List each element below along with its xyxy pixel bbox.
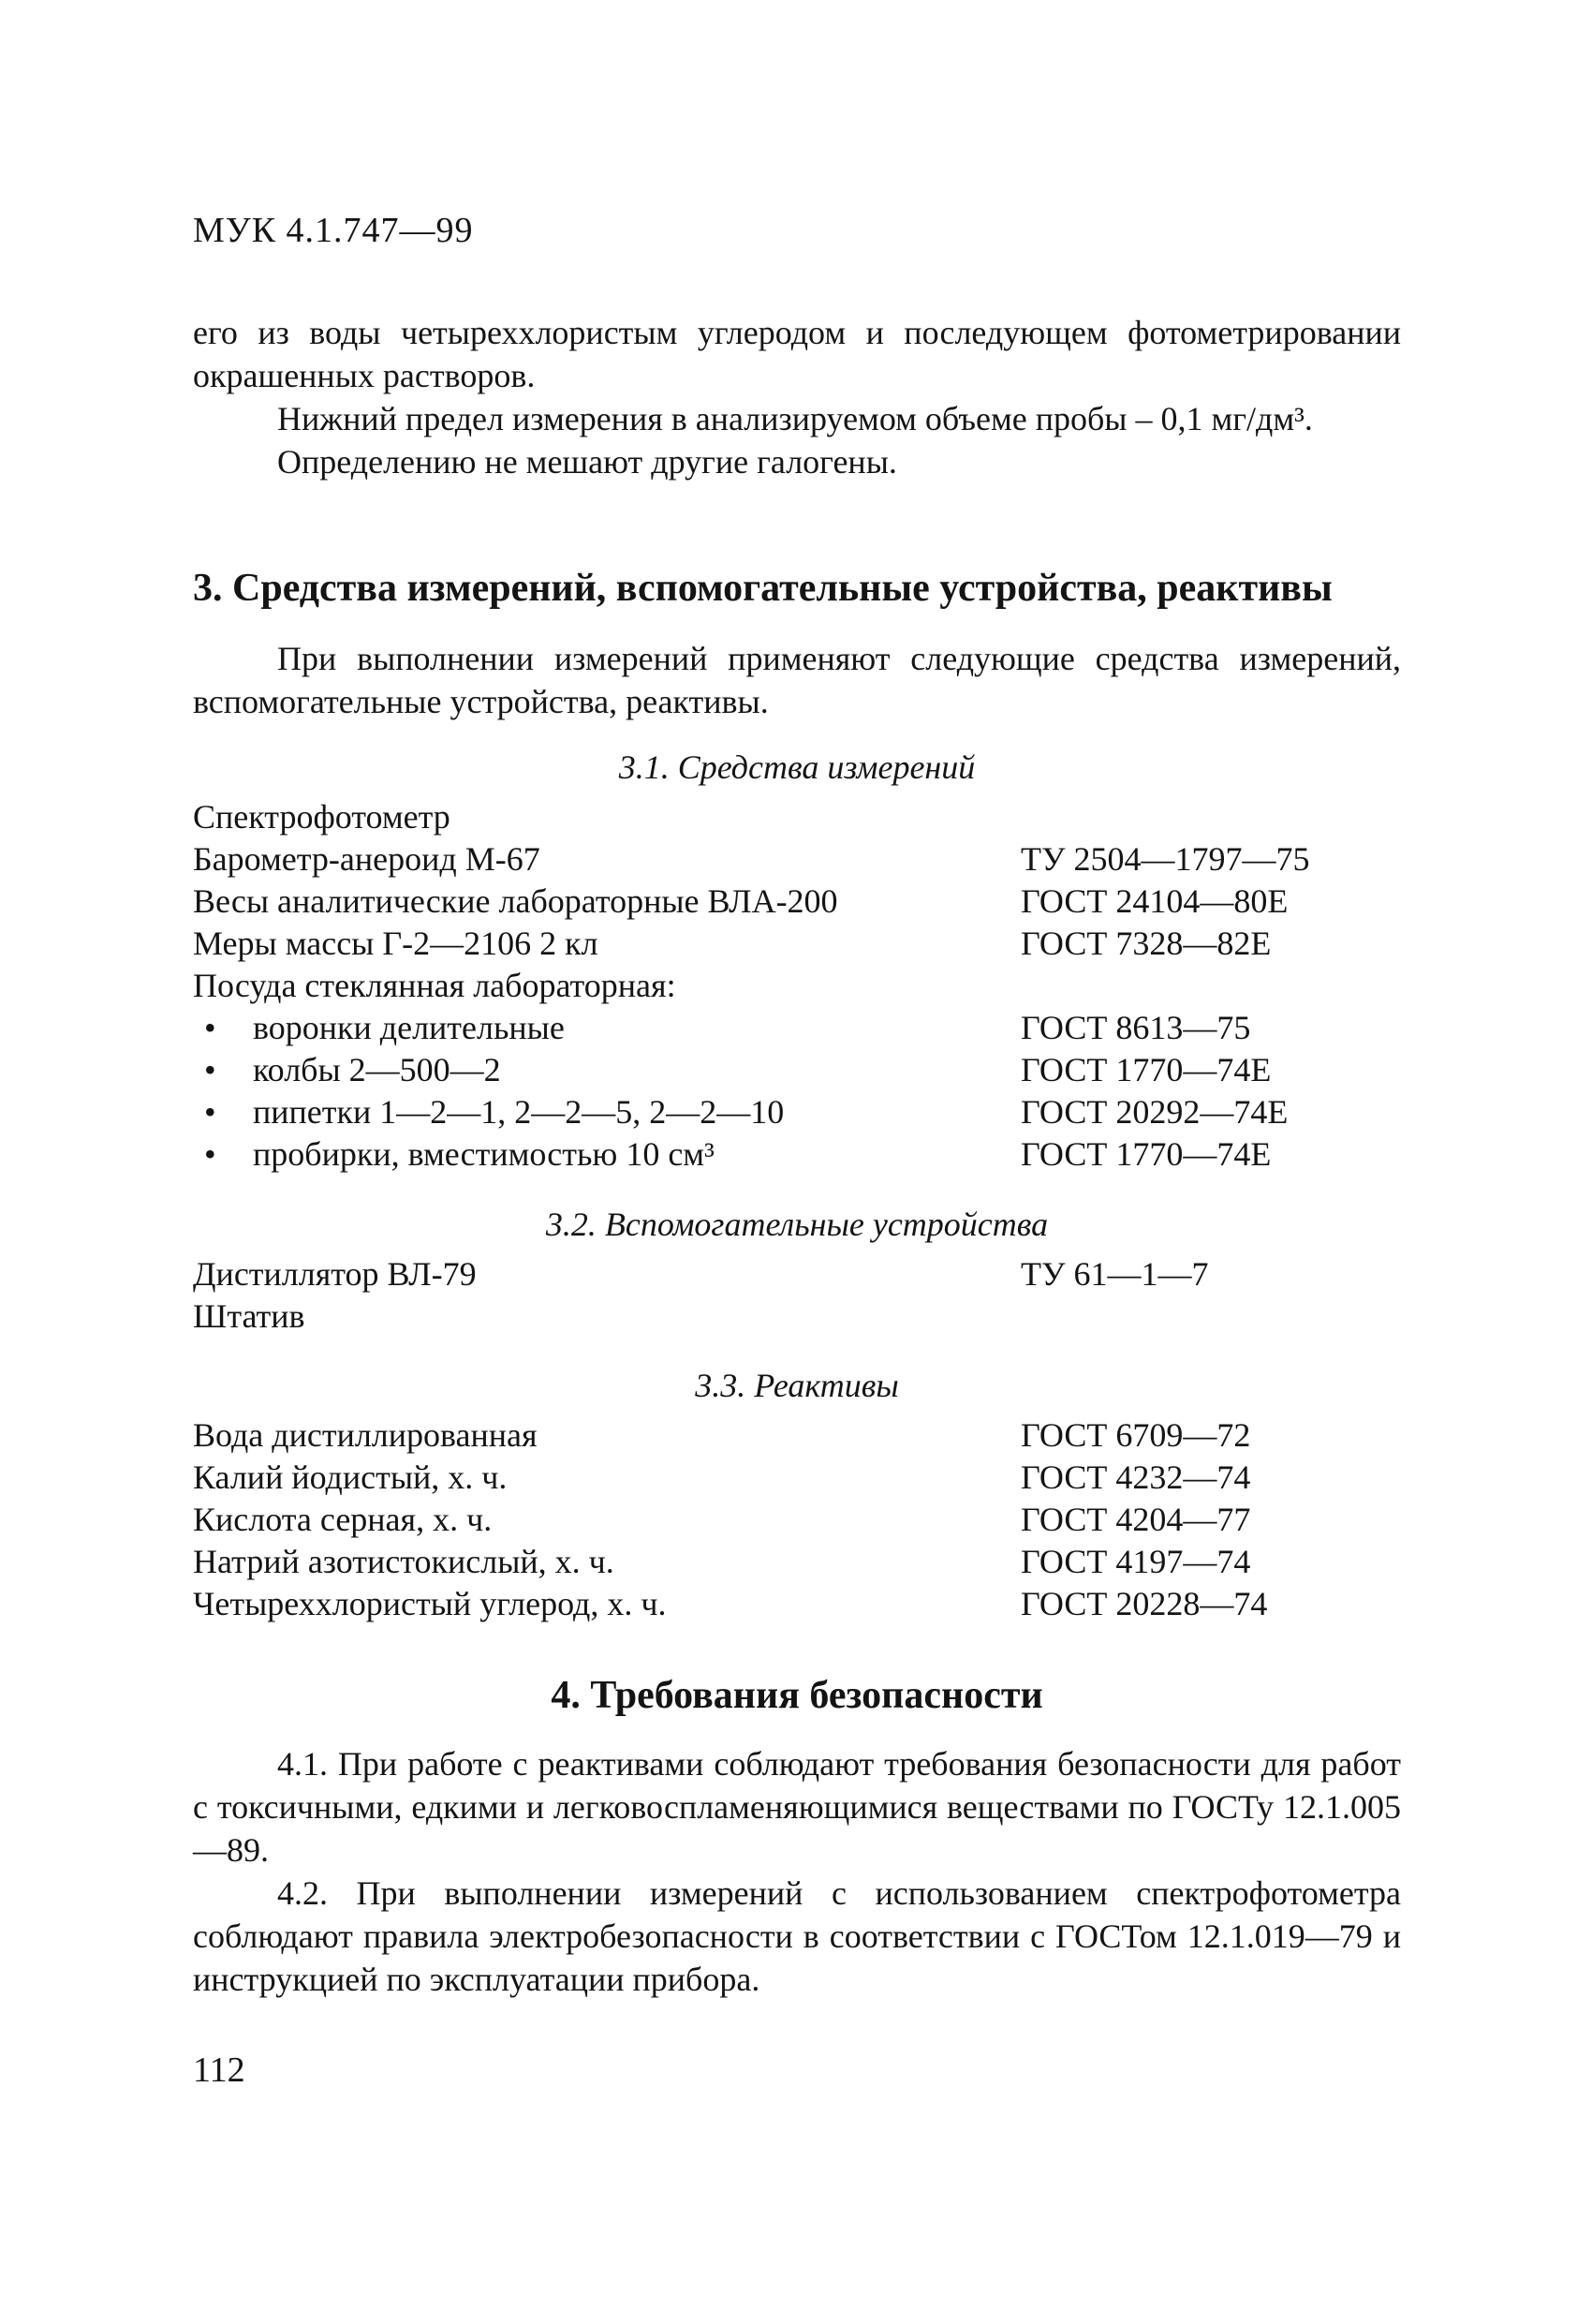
- list-item: [193, 796, 1410, 838]
- item-name: Барометр-анероид М-67: [193, 840, 540, 878]
- item-name: Калий йодистый, х. ч.: [193, 1458, 508, 1496]
- bullet-icon: •: [204, 1051, 216, 1088]
- item-name: Кислота серная, х. ч.: [193, 1501, 493, 1538]
- list-item: [193, 1007, 1410, 1049]
- intro-paragraph-1: его из воды четыреххлористым углеродом и последующем фотометрировании окрашенных растворов.: [193, 314, 1401, 394]
- item-standard: ТУ 2504—1797—75: [1021, 840, 1310, 878]
- intro-paragraph-3: Определению не мешают другие галогены.: [277, 443, 897, 481]
- item-standard: ГОСТ 4197—74: [1021, 1543, 1251, 1580]
- item-name: Спектрофотометр: [193, 798, 450, 836]
- list-item: [193, 1133, 1410, 1176]
- item-standard: ГОСТ 1770—74Е: [1021, 1135, 1272, 1173]
- section-3-intro-text: При выполнении измерений применяют следующие средства измерений, вспомогательные устройства, реактивы.: [193, 640, 1401, 720]
- list-item: [193, 1253, 1410, 1295]
- subsection-3-2-title: 3.2. Вспомогательные устройства: [545, 1206, 1049, 1243]
- document-code-header: МУК 4.1.747—99: [193, 211, 474, 250]
- item-name: Посуда стеклянная лабораторная:: [193, 967, 676, 1004]
- list-item: [193, 1499, 1410, 1541]
- bullet-icon: •: [204, 1135, 216, 1173]
- list-item: [193, 923, 1410, 965]
- page-number: 112: [193, 2050, 245, 2090]
- section-4-paragraph-2: 4.2. При выполнении измерений с использованием спектрофотометра соблюдают правила электробезопасности в соответствии с ГОСТом 12.1.019—79 и инструкцией по эксплуатации прибора.: [193, 1874, 1401, 1998]
- list-item: [193, 1414, 1410, 1457]
- item-standard: ГОСТ 7328—82Е: [1021, 925, 1272, 962]
- item-name: Меры массы Г-2—2106 2 кл: [193, 925, 598, 962]
- section-3-title: 3. Средства измерений, вспомогательные устройства, реактивы: [193, 567, 1333, 610]
- item-name: воронки делительные: [253, 1009, 565, 1046]
- item-name: Вода дистиллированная: [193, 1416, 538, 1454]
- reagents-list: [193, 1414, 1410, 1625]
- list-item: [193, 965, 1410, 1007]
- item-name: Дистиллятор ВЛ-79: [193, 1255, 477, 1293]
- section-4-text: [193, 1742, 1401, 2001]
- list-item: [193, 1583, 1410, 1625]
- item-standard: ГОСТ 8613—75: [1021, 1009, 1251, 1046]
- list-item: [193, 881, 1410, 923]
- item-standard: ГОСТ 4204—77: [1021, 1501, 1251, 1538]
- item-standard: ГОСТ 1770—74Е: [1021, 1051, 1272, 1088]
- list-item: [193, 1457, 1410, 1499]
- item-standard: ТУ 61—1—7: [1021, 1255, 1209, 1293]
- item-standard: ГОСТ 20292—74Е: [1021, 1093, 1289, 1131]
- item-standard: ГОСТ 24104—80Е: [1021, 882, 1289, 920]
- intro-paragraph-2: Нижний предел измерения в анализируемом объеме пробы – 0,1 мг/дм³.: [277, 400, 1313, 437]
- section-4-paragraph-1: 4.1. При работе с реактивами соблюдают требования безопасности для работ с токсичными, едкими и легковоспламеняющимися веществами по ГОСТу 12.1.005—89.: [193, 1745, 1401, 1869]
- subsection-3-3-title: 3.3. Реактивы: [695, 1367, 899, 1404]
- auxiliary-devices-list: [193, 1253, 1410, 1338]
- item-name: Четыреххлористый углерод, х. ч.: [193, 1585, 667, 1622]
- item-standard: ГОСТ 4232—74: [1021, 1458, 1251, 1496]
- item-standard: ГОСТ 6709—72: [1021, 1416, 1251, 1454]
- item-name: Натрий азотистокислый, х. ч.: [193, 1543, 614, 1580]
- list-item: [193, 838, 1410, 881]
- measuring-instruments-list: [193, 796, 1410, 1176]
- subsection-3-1-title: 3.1. Средства измерений: [618, 748, 976, 786]
- item-standard: ГОСТ 20228—74: [1021, 1585, 1268, 1622]
- item-name: колбы 2—500—2: [253, 1051, 501, 1088]
- list-item: [193, 1049, 1410, 1091]
- list-item: [193, 1541, 1410, 1583]
- item-name: пробирки, вместимостью 10 см³: [253, 1135, 715, 1173]
- section-3-intro: [193, 637, 1401, 723]
- list-item: [193, 1295, 1410, 1338]
- item-name: Штатив: [193, 1297, 305, 1335]
- section-4-title: 4. Требования безопасности: [551, 1674, 1043, 1717]
- list-item: [193, 1091, 1410, 1133]
- item-name: пипетки 1—2—1, 2—2—5, 2—2—10: [253, 1093, 785, 1131]
- intro-text: [193, 311, 1401, 483]
- bullet-icon: •: [204, 1009, 216, 1046]
- item-name: Весы аналитические лабораторные ВЛА-200: [193, 882, 838, 920]
- bullet-icon: •: [204, 1093, 216, 1131]
